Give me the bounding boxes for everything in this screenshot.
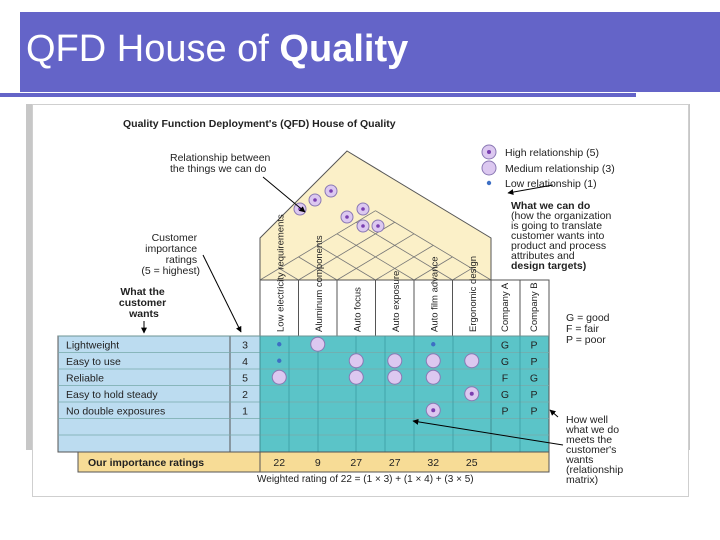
company-b-grade: P [530, 405, 538, 418]
annotation-wants-line: customer [118, 297, 167, 309]
tech-requirement-label: Aluminum components [313, 235, 325, 332]
company-a-grade: F [501, 372, 509, 385]
importance-arrow [203, 255, 241, 332]
annotation-relationship [170, 152, 273, 175]
slide-header [0, 0, 720, 100]
annotation-importance-line: importance [145, 243, 198, 255]
medium-relationship-symbol [388, 370, 402, 384]
importance-rating-value: 22 [273, 457, 286, 469]
medium-relationship-symbol [349, 370, 363, 384]
roof-high-dot [329, 189, 333, 193]
annotation-can-do-line: (how the organization [511, 210, 612, 222]
annotation-can-do-line: product and process [511, 240, 607, 252]
title-prefix: QFD House of [26, 28, 280, 70]
annotation-how-well-line: what we do [566, 424, 620, 436]
legend-low-symbol [487, 181, 491, 185]
grade-legend-line: F = fair [566, 323, 599, 335]
customer-want-label: Easy to use [66, 355, 121, 368]
annotation-how-well [565, 414, 626, 486]
annotation-can-do [511, 200, 614, 272]
tech-requirement-label: Auto exposure [390, 270, 402, 332]
low-relationship-symbol [431, 342, 435, 346]
importance-rating: 4 [242, 355, 248, 368]
annotation-relationship-line: Relationship between [170, 152, 271, 164]
importance-rating: 2 [242, 388, 248, 401]
tech-requirement-label: Auto film advance [429, 256, 441, 332]
legend-medium-label: Medium relationship (3) [505, 163, 615, 175]
annotation-how-well-line: matrix) [566, 474, 599, 486]
grade-legend [566, 312, 612, 346]
importance-rating-value: 9 [314, 457, 321, 469]
tech-requirement-label: Low electricity requirements [275, 214, 287, 332]
importance-rating: 5 [242, 372, 248, 385]
low-relationship-symbol [277, 359, 281, 363]
customer-want-label: No double exposures [66, 405, 166, 418]
medium-relationship-symbol [426, 370, 440, 384]
title-emphasis: Quality [279, 28, 409, 70]
weighted-rating-note: Weighted rating of 22 = (1 × 3) + (1 × 4) + (3 × 5) [257, 474, 474, 485]
high-relationship-dot [431, 408, 435, 412]
annotation-how-well-line: (relationship [566, 464, 624, 476]
roof-high-dot [313, 198, 317, 202]
figure-panel [32, 104, 689, 497]
house-of-quality-diagram [33, 105, 688, 496]
tech-requirement-label: Auto focus [352, 287, 364, 332]
annotation-how-well-line: customer's [566, 444, 617, 456]
annotation-importance-line: ratings [165, 254, 198, 266]
title-underline [0, 93, 636, 97]
importance-rating: 1 [242, 405, 248, 418]
company-label: Company A [500, 282, 511, 332]
annotation-can-do-line: design targets) [511, 260, 587, 272]
annotation-wants-line: wants [129, 308, 159, 320]
annotation-importance-line: (5 = highest) [141, 265, 200, 277]
annotation-relationship-line: the things we can do [170, 163, 267, 175]
company-label: Company B [529, 282, 540, 332]
tech-requirement-label: Ergonomic design [467, 255, 479, 332]
importance-rating-value: 32 [427, 457, 440, 469]
importance-ratings-band [78, 452, 549, 472]
company-a-grade: P [501, 405, 509, 418]
annotation-how-well-line: meets the [566, 434, 613, 446]
company-b-grade: P [530, 339, 538, 352]
legend-high-dot [487, 150, 491, 154]
relationship-legend [482, 145, 615, 190]
company-a-grade: G [500, 339, 510, 352]
medium-relationship-symbol [388, 354, 402, 368]
relationship-arrow [263, 177, 305, 212]
company-a-grade: G [500, 355, 510, 368]
annotation-wants-line: What the [120, 286, 165, 298]
annotation-can-do-line: attributes and [511, 250, 575, 262]
grade-legend-line: P = poor [566, 334, 606, 346]
roof-high-dot [345, 215, 349, 219]
slide-title [26, 28, 408, 71]
company-a-grade: G [500, 388, 510, 401]
correlation-roof [260, 151, 491, 280]
annotation-how-well-line: wants [566, 454, 594, 466]
legend-low-label: Low relationship (1) [505, 178, 597, 190]
our-ratings-label: Our importance ratings [88, 457, 205, 469]
annotation-can-do-line: customer wants into [511, 230, 605, 242]
roof-high-dot [361, 224, 365, 228]
annotation-importance [141, 232, 200, 277]
annotation-importance-line: Customer [151, 232, 198, 244]
company-b-grade: G [529, 372, 539, 385]
how-well-arrow-2 [550, 410, 558, 417]
medium-relationship-symbol [311, 337, 325, 351]
importance-rating-value: 27 [350, 457, 363, 469]
annotation-how-well-line: How well [566, 414, 609, 426]
figure-title: Quality Function Deployment's (QFD) House of Quality [123, 118, 396, 130]
annotation-wants [119, 286, 169, 320]
company-b-grade: P [530, 388, 538, 401]
customer-want-label: Easy to hold steady [66, 388, 158, 401]
company-b-grade: P [530, 355, 538, 368]
customer-want-label: Reliable [66, 372, 104, 385]
importance-rating-value: 27 [388, 457, 401, 469]
annotation-can-do-line: is going to translate [511, 220, 603, 232]
roof-shape [260, 151, 491, 280]
roof-high-dot [361, 207, 365, 211]
customer-want-label: Lightweight [66, 339, 120, 352]
high-relationship-dot [470, 392, 474, 396]
low-relationship-symbol [277, 342, 281, 346]
importance-rating: 3 [242, 339, 248, 352]
legend-high-label: High relationship (5) [505, 147, 599, 159]
roof-high-dot [376, 224, 380, 228]
annotation-can-do-line: What we can do [511, 200, 591, 212]
medium-relationship-symbol [272, 370, 286, 384]
importance-rating-value: 25 [465, 457, 478, 469]
medium-relationship-symbol [465, 354, 479, 368]
grade-legend-line: G = good [566, 312, 610, 324]
medium-relationship-symbol [349, 354, 363, 368]
legend-medium-symbol [482, 161, 496, 175]
competitor-header [491, 280, 549, 336]
medium-relationship-symbol [426, 354, 440, 368]
